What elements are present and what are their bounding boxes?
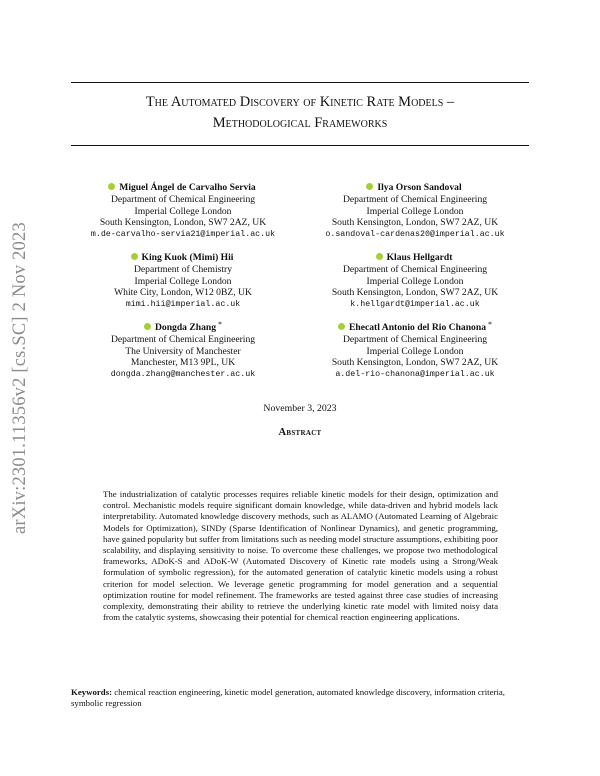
title-rule-bottom bbox=[71, 145, 529, 146]
keywords-label: Keywords: bbox=[71, 687, 113, 697]
orcid-icon[interactable] bbox=[131, 253, 138, 260]
keywords-text: chemical reaction engineering, kinetic model generation, automated knowledge discovery, information criteria, symbolic regression bbox=[71, 687, 505, 709]
corresponding-mark: * bbox=[488, 320, 492, 329]
title-rule-top bbox=[71, 82, 529, 83]
author-email[interactable]: k.hellgardt@imperial.ac.uk bbox=[350, 300, 480, 310]
author-email[interactable]: o.sandoval-cardenas20@imperial.ac.uk bbox=[325, 230, 505, 240]
author-affiliation: Department of Chemical Engineering bbox=[342, 263, 488, 275]
author-affiliation: Imperial College London bbox=[366, 205, 464, 217]
title-line-2: Methodological Frameworks bbox=[212, 115, 388, 131]
author-name: Klaus Hellgardt bbox=[386, 252, 453, 263]
orcid-icon[interactable] bbox=[338, 323, 345, 330]
author-name-row bbox=[63, 319, 303, 334]
author-affiliation: The University of Manchester bbox=[125, 345, 241, 357]
corresponding-mark: * bbox=[218, 320, 223, 329]
author-affiliation: Department of Chemical Engineering bbox=[342, 333, 488, 345]
author-name: King Kuok (Mimi) Hii bbox=[141, 252, 234, 263]
author-address: South Kensington, London, SW7 2AZ, UK bbox=[331, 287, 499, 299]
author-block bbox=[63, 179, 303, 241]
author-name-row bbox=[63, 249, 303, 264]
author-block bbox=[295, 319, 535, 381]
paper-title bbox=[71, 92, 529, 134]
orcid-icon[interactable] bbox=[376, 253, 383, 260]
author-name: Ehecatl Antonio del Rio Chanona bbox=[348, 322, 486, 333]
arxiv-identifier: arXiv:2301.11356v2 [cs.SC] 2 Nov 2023 bbox=[10, 222, 30, 534]
author-name-row bbox=[295, 249, 535, 264]
author-affiliation: Department of Chemical Engineering bbox=[110, 193, 256, 205]
author-name-row bbox=[295, 179, 535, 194]
author-name-row bbox=[63, 179, 303, 194]
author-block bbox=[63, 249, 303, 311]
orcid-icon[interactable] bbox=[366, 183, 373, 190]
publication-date: November 3, 2023 bbox=[263, 403, 337, 414]
abstract-heading: Abstract bbox=[278, 427, 322, 438]
author-block bbox=[295, 249, 535, 311]
author-email[interactable]: mimi.hii@imperial.ac.uk bbox=[125, 300, 241, 310]
author-affiliation: Imperial College London bbox=[134, 275, 232, 287]
title-line-1: The Automated Discovery of Kinetic Rate Models – bbox=[145, 94, 455, 110]
author-address: South Kensington, London, SW7 2AZ, UK bbox=[99, 217, 267, 229]
author-address: Manchester, M13 9PL, UK bbox=[130, 357, 236, 369]
keywords bbox=[71, 687, 531, 709]
author-address: White City, London, W12 0BZ, UK bbox=[114, 287, 252, 299]
author-affiliation: Department of Chemistry bbox=[133, 263, 233, 275]
author-affiliation: Imperial College London bbox=[366, 275, 464, 287]
author-email[interactable]: dongda.zhang@manchester.ac.uk bbox=[110, 370, 256, 380]
abstract-text: The industrialization of catalytic processes requires reliable kinetic models for their design, optimization and control. Mechanistic models require significant domain knowledge, while data-driven and hybrid models lack interpretability. Automated knowledge discovery methods, such as ALAMO (Automated Learning of Algebraic Models for Optimization), SINDy (Sparse Identification of Nonlinear Dynamics), and genetic programming, have gained popularity but suffer from limitations such as needing model structure assumptions, exhibiting poor scalability, and displaying sensitivity to noise. To overcome these challenges, we propose two methodological frameworks, ADoK-S and ADoK-W (Automated Discovery of Kinetic rate models using a Strong/Weak formulation of symbolic regression), for the automated generation of catalytic kinetic models using a robust criterion for model selection. We leverage genetic programming for model generation and a sequential optimization routine for model refinement. The frameworks are tested against three case studies of increasing complexity, demonstrating their ability to retrieve the underlying kinetic rate model with limited noisy data from the catalytic systems, showcasing their potential for chemical reaction engineering applications. bbox=[103, 489, 498, 623]
author-block bbox=[295, 179, 535, 241]
author-address: South Kensington, London, SW7 2AZ, UK bbox=[331, 217, 499, 229]
author-block bbox=[63, 319, 303, 381]
author-name: Ilya Orson Sandoval bbox=[377, 182, 462, 193]
author-email[interactable]: m.de-carvalho-servia21@imperial.ac.uk bbox=[90, 230, 276, 240]
orcid-icon[interactable] bbox=[144, 323, 151, 330]
author-email[interactable]: a.del-rio-chanona@imperial.ac.uk bbox=[335, 370, 495, 380]
orcid-icon[interactable] bbox=[108, 183, 115, 190]
author-address: South Kensington, London, SW7 2AZ, UK bbox=[331, 357, 499, 369]
author-affiliation: Imperial College London bbox=[134, 205, 232, 217]
author-name: Dongda Zhang bbox=[154, 322, 217, 333]
author-affiliation: Department of Chemical Engineering bbox=[342, 193, 488, 205]
author-affiliation: Imperial College London bbox=[366, 345, 464, 357]
author-name-row bbox=[295, 319, 535, 334]
author-affiliation: Department of Chemical Engineering bbox=[110, 333, 256, 345]
author-name: Miguel Ángel de Carvalho Servia bbox=[119, 182, 256, 193]
